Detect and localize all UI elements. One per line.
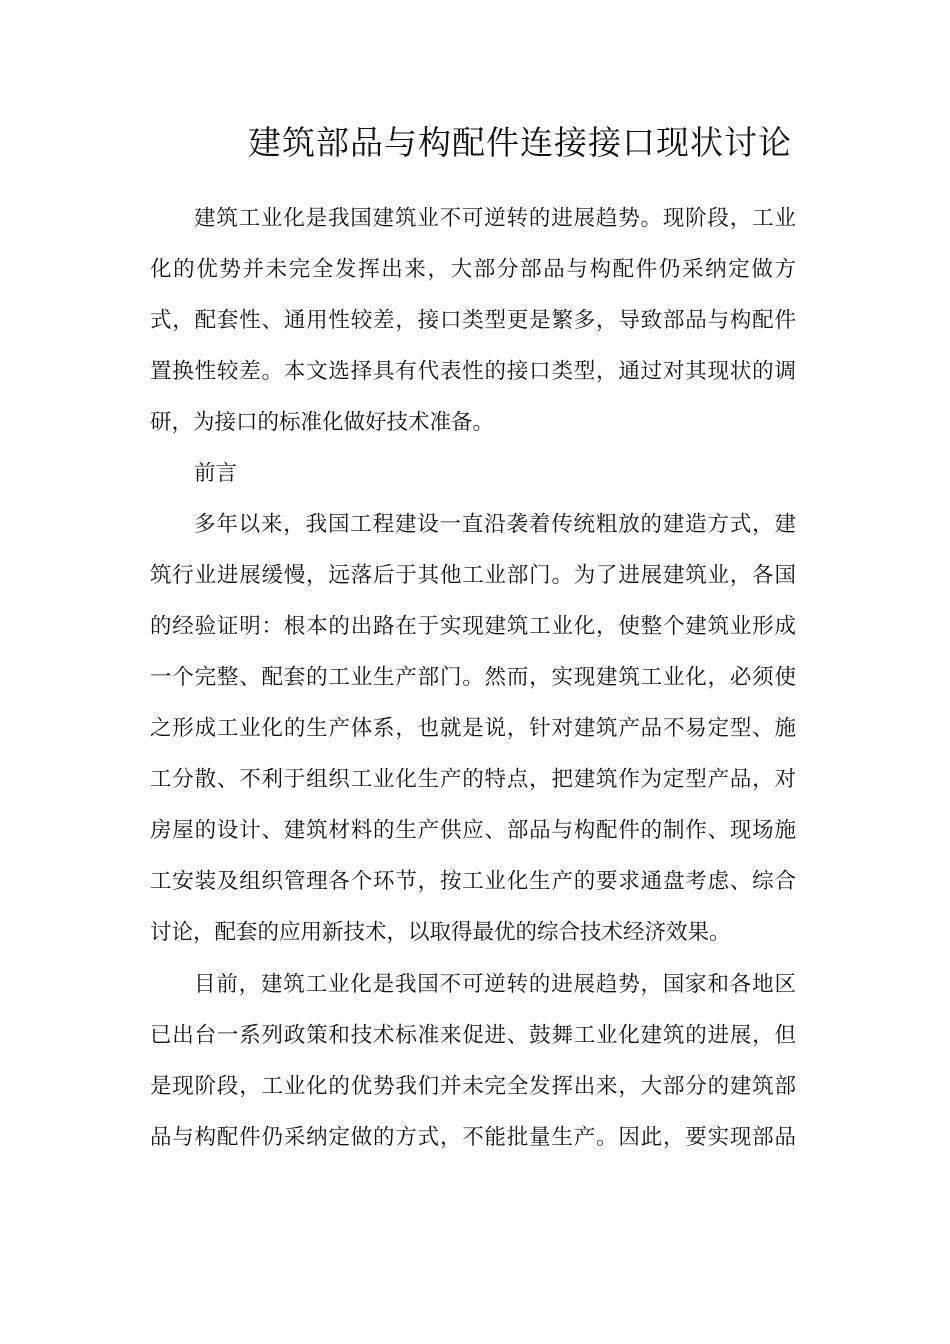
text-line: 筑行业进展缓慢，远落后于其他工业部门。为了进展建筑业，各国 [150,563,796,588]
text-line: 品与构配件仍采纳定做的方式，不能批量生产。因此，要实现部品 [150,1125,796,1150]
text-line: 置换性较差。本文选择具有代表性的接口类型，通过对其现状的调 [150,359,796,384]
text-line: 目前，建筑工业化是我国不可逆转的进展趋势，国家和各地区 [194,972,796,997]
text-line: 讨论，配套的应用新技术，以取得最优的综合技术经济效果。 [150,920,731,945]
document-title: 建筑部品与构配件连接接口现状讨论 [248,123,792,162]
text-line: 化的优势并未完全发挥出来，大部分部品与构配件仍采纳定做方 [150,257,796,282]
text-line: 一个完整、配套的工业生产部门。然而，实现建筑工业化，必须使 [150,665,796,690]
text-line: 的经验证明：根本的出路在于实现建筑工业化，使整个建筑业形成 [150,614,796,639]
text-line: 式，配套性、通用性较差，接口类型更是繁多，导致部品与构配件 [150,308,796,333]
text-line: 建筑工业化是我国建筑业不可逆转的进展趋势。现阶段，工业 [194,206,796,231]
paragraph-current-status [150,959,796,1163]
text-line: 工分散、不利于组织工业化生产的特点，把建筑作为定型产品，对 [150,767,796,792]
section-heading-preface [150,448,796,499]
text-line: 已出台一系列政策和技术标准来促进、鼓舞工业化建筑的进展，但 [150,1023,796,1048]
section-heading: 前言 [194,461,238,486]
text-line: 工安装及组织管理各个环节，按工业化生产的要求通盘考虑、综合 [150,869,796,894]
paragraph-abstract [150,193,796,448]
text-line: 房屋的设计、建筑材料的生产供应、部品与构配件的制作、现场施 [150,818,796,843]
text-line: 研，为接口的标准化做好技术准备。 [150,410,495,435]
text-line: 是现阶段，工业化的优势我们并未完全发挥出来，大部分的建筑部 [150,1074,796,1099]
text-line: 多年以来，我国工程建设一直沿袭着传统粗放的建造方式，建 [194,512,796,537]
paragraph-intro [150,499,796,958]
text-line: 之形成工业化的生产体系，也就是说，针对建筑产品不易定型、施 [150,716,796,741]
